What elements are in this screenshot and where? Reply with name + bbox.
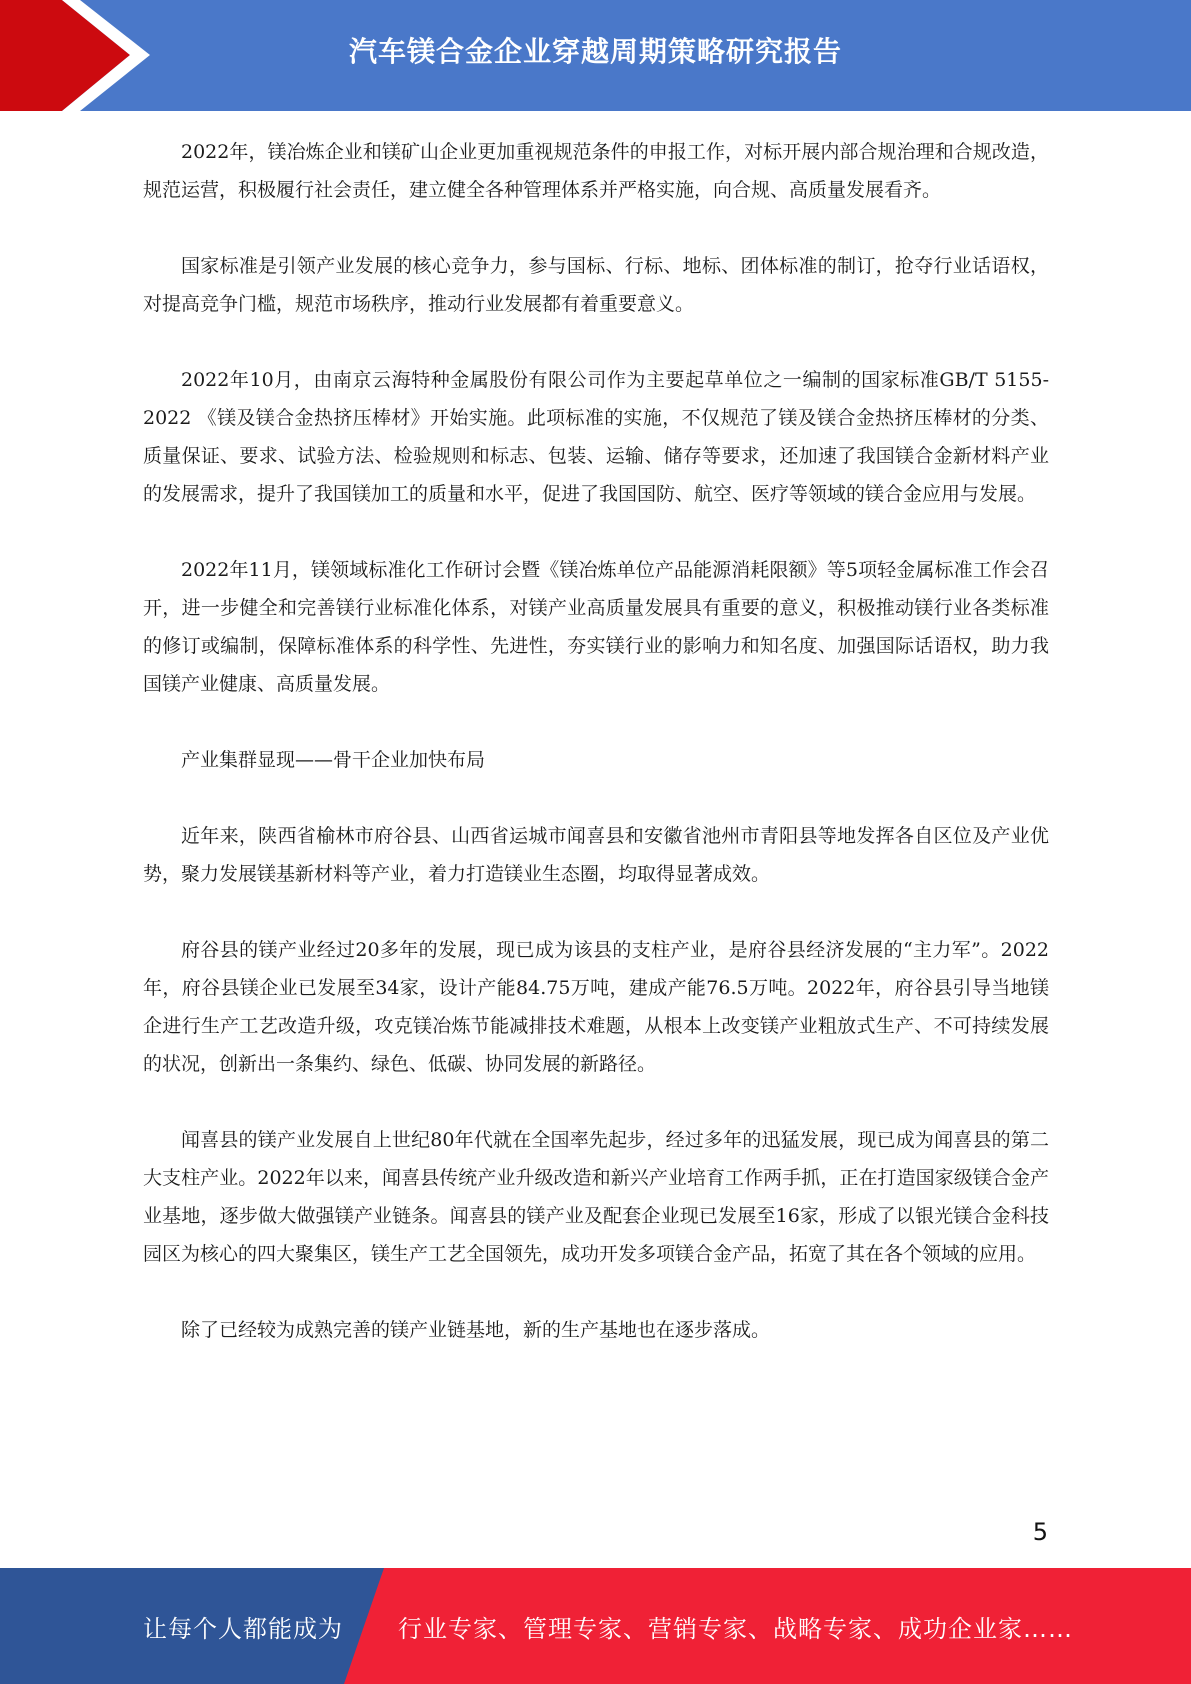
paragraph: 2022年11月，镁领域标准化工作研讨会暨《镁冶炼单位产品能源消耗限额》等5项轻金属标准工作会召开，进一步健全和完善镁行业标准化体系，对镁产业高质量发展具有重要的意义，积极推动镁行业各类标准的修订或编制，保障标准体系的科学性、先进性，夯实镁行业的影响力和知名度、加强国际话语权，助力我国镁产业健康、高质量发展。 — [143, 559, 1049, 695]
document-body — [143, 133, 1049, 1387]
paragraph: 府谷县的镁产业经过20多年的发展，现已成为该县的支柱产业，是府谷县经济发展的“主力军”。2022年，府谷县镁企业已发展至34家，设计产能84.75万吨，建成产能76.5万吨。2022年，府谷县引导当地镁企进行生产工艺改造升级，攻克镁冶炼节能减排技术难题，从根本上改变镁产业粗放式生产、不可持续发展的状况，创新出一条集约、绿色、低碳、协同发展的新路径。 — [143, 939, 1049, 1075]
paragraph: 近年来，陕西省榆林市府谷县、山西省运城市闻喜县和安徽省池州市青阳县等地发挥各自区位及产业优势，聚力发展镁基新材料等产业，着力打造镁业生态圈，均取得显著成效。 — [143, 825, 1049, 885]
paragraph: 国家标准是引领产业发展的核心竞争力，参与国标、行标、地标、团体标准的制订，抢夺行业话语权，对提高竞争门槛，规范市场秩序，推动行业发展都有着重要意义。 — [143, 255, 1049, 315]
report-title: 汽车镁合金企业穿越周期策略研究报告 — [348, 35, 842, 68]
paragraph: 2022年10月，由南京云海特种金属股份有限公司作为主要起草单位之一编制的国家标准GB/T 5155-2022 《镁及镁合金热挤压棒材》开始实施。此项标准的实施，不仅规范了镁及镁合金热挤压棒材的分类、质量保证、要求、试验方法、检验规则和标志、包装、运输、储存等要求，还加速了我国镁合金新材料产业的发展需求，提升了我国镁加工的质量和水平，促进了我国国防、航空、医疗等领域的镁合金应用与发展。 — [143, 369, 1049, 505]
paragraph: 2022年，镁冶炼企业和镁矿山企业更加重视规范条件的申报工作，对标开展内部合规治理和合规改造，规范运营，积极履行社会责任，建立健全各种管理体系并严格实施，向合规、高质量发展看齐。 — [143, 141, 1049, 201]
header-band — [0, 0, 1191, 111]
footer-slogan-left: 让每个人都能成为 — [143, 1614, 343, 1643]
paragraph: 除了已经较为成熟完善的镁产业链基地，新的生产基地也在逐步落成。 — [181, 1319, 771, 1341]
footer-slogan-right: 行业专家、管理专家、营销专家、战略专家、成功企业家…… — [398, 1614, 1073, 1643]
page-number: 5 — [1032, 1518, 1048, 1546]
footer-band — [0, 1568, 1191, 1684]
paragraph: 闻喜县的镁产业发展自上世纪80年代就在全国率先起步，经过多年的迅猛发展，现已成为闻喜县的第二大支柱产业。2022年以来，闻喜县传统产业升级改造和新兴产业培育工作两手抓，正在打造国家级镁合金产业基地，逐步做大做强镁产业链条。闻喜县的镁产业及配套企业现已发展至16家，形成了以银光镁合金科技园区为核心的四大聚集区，镁生产工艺全国领先，成功开发多项镁合金产品，拓宽了其在各个领域的应用。 — [143, 1129, 1049, 1265]
section-subheading: 产业集群显现——骨干企业加快布局 — [181, 749, 486, 771]
